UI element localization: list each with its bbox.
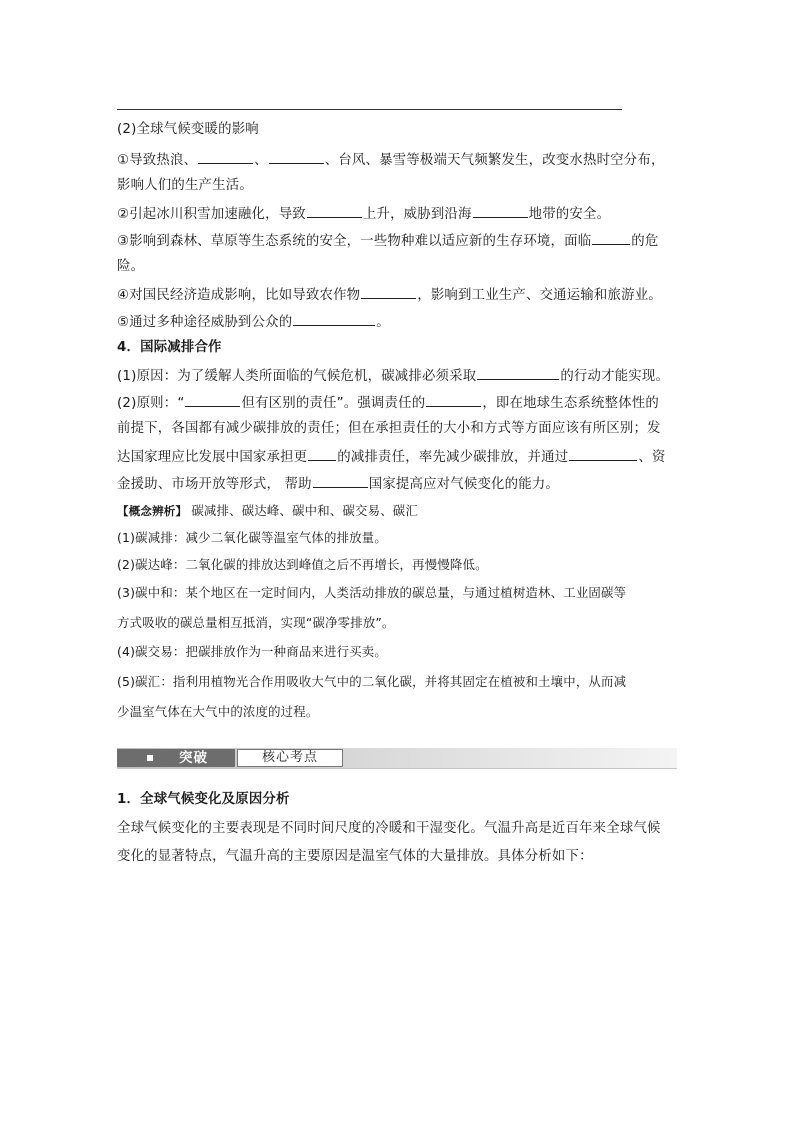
fill-blank[interactable] bbox=[426, 393, 481, 407]
cooperation-principle-cont-1: 前提下，各国都有减少碳排放的责任；但在承担责任的大小和方式等方面应该有所区别；发 bbox=[117, 421, 661, 436]
impact-item-4: ④对国民经济造成影响，比如导致农作物 ，影响到工业生产、交通运输和旅游业。 bbox=[117, 285, 677, 305]
impact-item-3: ③影响到森林、草原等生态系统的安全，一些物种难以适应新的生存环境，面临 的危 bbox=[117, 231, 677, 251]
fill-blank[interactable] bbox=[569, 447, 637, 461]
cooperation-principle-cont-2: 达国家理应比发展中国家承担更 的减排责任，率先减少碳排放，并通过 、资 bbox=[117, 447, 677, 467]
section-tab-light: 核心考点 bbox=[237, 749, 343, 767]
square-bullet-icon bbox=[147, 755, 153, 761]
fill-blank[interactable] bbox=[269, 150, 324, 164]
fill-blank[interactable] bbox=[592, 231, 630, 245]
cooperation-reason: (1)原因：为了缓解人类所面临的气候危机，碳减排必须采取 的行动才能实现。 bbox=[117, 366, 677, 386]
fill-blank[interactable] bbox=[185, 393, 240, 407]
impact-item-5: ⑤通过多种途径威胁到公众的 。 bbox=[117, 312, 677, 332]
fill-blank[interactable] bbox=[308, 447, 336, 461]
analysis-heading: 1．全球气候变化及原因分析 bbox=[117, 792, 290, 807]
concept-5: (5)碳汇：指利用植物光合作用吸收大气中的二氧化碳，并将其固定在植被和土壤中，从而减 bbox=[117, 674, 627, 689]
fill-blank[interactable] bbox=[477, 366, 559, 380]
fill-blank[interactable] bbox=[293, 312, 375, 326]
analysis-para-cont: 变化的显著特点，气温升高的主要原因是温室气体的大量排放。具体分析如下： bbox=[117, 849, 593, 864]
concept-3: (3)碳中和：某个地区在一定时间内，人类活动排放的碳总量，与通过植树造林、工业固碳等 bbox=[117, 585, 627, 600]
concepts-heading: 【概念辨析】 碳减排、碳达峰、碳中和、碳交易、碳汇 bbox=[117, 503, 418, 518]
top-rule bbox=[117, 109, 622, 110]
section-banner bbox=[117, 748, 677, 768]
cooperation-principle: (2)原则：“ 但有区别的责任”。强调责任的 ，即在地球生态系统整体性的 bbox=[117, 393, 677, 413]
impact-item-1-cont: 影响人们的生产生活。 bbox=[117, 178, 253, 193]
cooperation-heading: 4．国际减排合作 bbox=[117, 340, 222, 355]
section-underline bbox=[117, 768, 677, 769]
impacts-heading: (2)全球气候变暖的影响 bbox=[117, 122, 259, 137]
concept-4: (4)碳交易：把碳排放作为一种商品来进行买卖。 bbox=[117, 644, 387, 659]
concept-5-cont: 少温室气体在大气中的浓度的过程。 bbox=[117, 704, 319, 719]
fill-blank[interactable] bbox=[361, 285, 416, 299]
fill-blank[interactable] bbox=[473, 204, 528, 218]
impact-item-1: ①导致热浪、 、 、台风、暴雪等极端天气频繁发生，改变水热时空分布， bbox=[117, 150, 677, 170]
analysis-para: 全球气候变化的主要表现是不同时间尺度的冷暖和干湿变化。气温升高是近百年来全球气候 bbox=[117, 821, 661, 836]
cooperation-principle-cont-3: 金援助、市场开放等形式， 帮助 国家提高应对气候变化的能力。 bbox=[117, 474, 677, 494]
fill-blank[interactable] bbox=[307, 204, 362, 218]
fill-blank[interactable] bbox=[313, 474, 368, 488]
concept-1: (1)碳减排：减少二氧化碳等温室气体的排放量。 bbox=[117, 530, 387, 545]
concept-2: (2)碳达峰：二氧化碳的排放达到峰值之后不再增长，再慢慢降低。 bbox=[117, 557, 488, 572]
section-tab-dark: 突破 bbox=[117, 749, 235, 767]
impact-item-3-cont: 险。 bbox=[117, 259, 145, 274]
fill-blank[interactable] bbox=[198, 150, 253, 164]
impact-item-2: ②引起冰川积雪加速融化，导致 上升，威胁到沿海 地带的安全。 bbox=[117, 204, 677, 224]
concept-3-cont: 方式吸收的碳总量相互抵消，实现“碳净零排放”。 bbox=[117, 615, 395, 630]
